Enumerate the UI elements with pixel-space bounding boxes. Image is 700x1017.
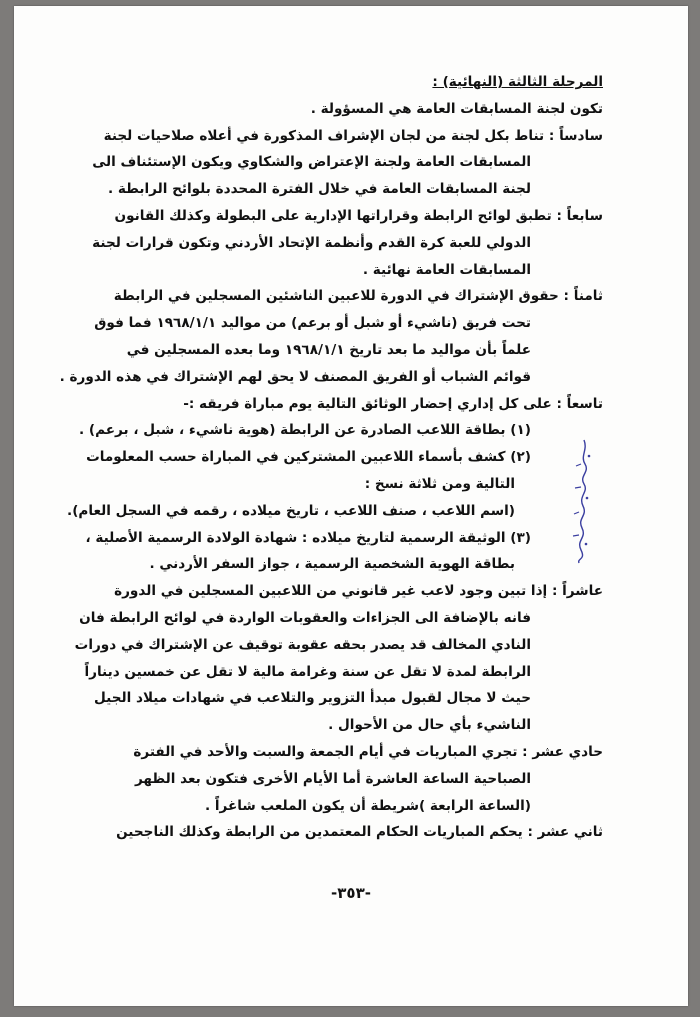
text-line: الرابطة لمدة لا تقل عن سنة وغرامة مالية لا تقل عن خمسين ديناراً: [84, 663, 531, 680]
text-line: حيث لا مجال لقبول مبدأ التزوير والتلاعب في شهادات ميلاد الجيل: [94, 690, 531, 707]
text-line: التالية ومن ثلاثة نسخ :: [364, 475, 515, 492]
clause-12-line: ثاني عشر : يحكم المباريات الحكام المعتمدين من الرابطة وكذلك الناجحين: [116, 824, 603, 841]
text-line: فانه بالإضافة الى الجزاءات والعقوبات الواردة في لوائح الرابطة فان: [79, 609, 531, 626]
text-line: الدولي للعبة كرة القدم وأنظمة الإتحاد الأردني وتكون قرارات لجنة: [92, 234, 531, 251]
text-line: (اسم اللاعب ، صنف اللاعب ، تاريخ ميلاده ، رقمه في السجل العام).: [67, 502, 515, 519]
clause-10-line: عاشراً : إذا تبين وجود لاعب غير قانوني من اللاعبين المسجلين في الدورة: [114, 583, 603, 600]
text-line: (الساعة الرابعة )شريطة أن يكون الملعب شاغراً .: [204, 797, 531, 814]
clause-11-line: حادي عشر : تجري المباريات في أيام الجمعة والسبت والأحد في الفترة: [133, 743, 603, 760]
handwritten-margin-note: [562, 436, 602, 566]
clause-8-line: ثامناً : حقوق الإشتراك في الدورة للاعبين الناشئين المسجلين في الرابطة: [113, 288, 603, 305]
document-page: [14, 6, 688, 1006]
text-line: قوائم الشباب أو الفريق المصنف لا يحق لهم الإشتراك في هذه الدورة .: [59, 368, 531, 385]
document-body: [59, 69, 603, 846]
clause-9-line: تاسعاً : على كل إداري إحضار الوثائق التالية يوم مباراة فريقه :-: [183, 395, 603, 412]
list-item: (١) بطاقة اللاعب الصادرة عن الرابطة (هوية ناشيء ، شبل ، برعم) .: [78, 422, 531, 439]
text-line: تكون لجنة المسابقات العامة هي المسؤولة .: [310, 100, 603, 117]
clause-6-line: سادساً : تناط بكل لجنة من لجان الإشراف المذكورة في أعلاه صلاحيات لجنة: [103, 127, 603, 144]
text-line: الصباحية الساعة العاشرة أما الأيام الأخرى فتكون بعد الظهر: [134, 770, 531, 787]
text-line: النادي المخالف قد يصدر بحقه عقوبة توقيف عن الإشتراك في دورات: [74, 636, 531, 653]
text-line: المسابقات العامة ولجنة الإعتراض والشكاوي ويكون الإستئناف الى: [92, 154, 531, 171]
list-item: (٣) الوثيقة الرسمية لتاريخ ميلاده : شهادة الولادة الرسمية الأصلية ،: [85, 529, 531, 546]
text-line: الناشيء بأي حال من الأحوال .: [328, 717, 531, 734]
text-line: بطاقة الهوية الشخصية الرسمية ، جواز السفر الأردني .: [149, 556, 515, 573]
text-line: علماً بأن مواليد ما بعد تاريخ ١٩٦٨/١/١ وما بعده المسجلين في: [126, 341, 531, 358]
text-line: لجنة المسابقات العامة في خلال الفترة المحددة بلوائح الرابطة .: [108, 181, 531, 198]
page-number: -٣٥٣-: [331, 884, 371, 902]
text-line: المسابقات العامة نهائية .: [362, 261, 531, 278]
clause-7-line: سابعاً : تطبق لوائح الرابطة وقراراتها الإدارية على البطولة وكذلك القانون: [114, 207, 603, 224]
text-line: تحت فريق (ناشيء أو شبل أو برعم) من مواليد ١٩٦٨/١/١ فما فوق: [94, 315, 531, 332]
section-heading: المرحلة الثالثة (النهائية) :: [432, 74, 603, 90]
list-item: (٢) كشف بأسماء اللاعبين المشتركين في المباراة حسب المعلومات: [86, 449, 531, 466]
